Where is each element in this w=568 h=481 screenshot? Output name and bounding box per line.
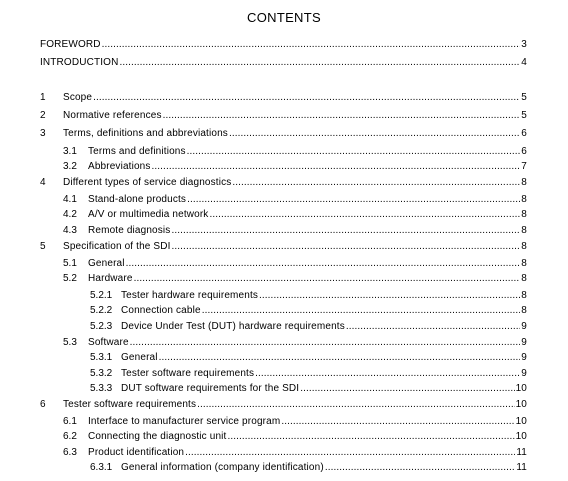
toc-section-number: 6.3 (63, 447, 77, 458)
toc-page-number: 8 (521, 290, 527, 301)
toc-entry[interactable] (88, 257, 527, 271)
toc-entry-title: Device Under Test (DUT) hardware requirements (121, 321, 345, 332)
toc-entry[interactable] (88, 160, 527, 174)
dot-leader (187, 193, 520, 207)
page-title: CONTENTS (247, 10, 321, 25)
toc-page-number: 6 (521, 146, 527, 157)
toc-entry[interactable] (88, 193, 527, 207)
toc-entry[interactable] (121, 367, 527, 381)
dot-leader (130, 336, 521, 350)
dot-leader (227, 430, 514, 444)
dot-leader (197, 398, 514, 412)
toc-entry[interactable] (88, 208, 527, 222)
toc-page-number: 8 (521, 225, 527, 236)
toc-entry[interactable] (63, 398, 527, 412)
toc-section-number: 5.3.1 (90, 352, 113, 363)
toc-page-number: 9 (521, 337, 527, 348)
toc-entry[interactable] (88, 145, 527, 159)
dot-leader (172, 240, 521, 254)
toc-page-number: 9 (521, 368, 527, 379)
dot-leader (152, 160, 521, 174)
toc-page-number: 8 (521, 194, 527, 205)
dot-leader (229, 127, 520, 141)
toc-entry-title: Tester software requirements (63, 399, 197, 410)
toc-entry[interactable] (88, 415, 527, 429)
toc-page-number: 10 (515, 431, 527, 442)
toc-entry-title: Normative references (63, 110, 162, 121)
toc-section-number: 5.3.3 (90, 383, 113, 394)
toc-entry-title: Connection cable (121, 305, 201, 316)
dot-leader (93, 91, 520, 105)
toc-page-number: 10 (515, 399, 527, 410)
dot-leader (232, 176, 520, 190)
toc-section-number: 6.1 (63, 416, 77, 427)
dot-leader (159, 351, 521, 365)
toc-entry[interactable] (121, 304, 527, 318)
dot-leader (185, 446, 515, 460)
toc-page-number: 10 (515, 383, 527, 394)
dot-leader (300, 382, 514, 396)
toc-page-number: 9 (521, 352, 527, 363)
toc-entry[interactable] (121, 382, 527, 396)
toc-entry-title: Product identification (88, 447, 185, 458)
toc-entry-title: General (88, 258, 125, 269)
dot-leader (102, 38, 521, 52)
toc-entry-title: Scope (63, 92, 93, 103)
toc-entry[interactable] (88, 430, 527, 444)
dot-leader (126, 257, 521, 271)
toc-entry[interactable] (88, 446, 527, 460)
dot-leader (202, 304, 521, 318)
toc-entry-title: Tester hardware requirements (121, 290, 259, 301)
toc-entry-title: Abbreviations (88, 161, 151, 172)
toc-page-number: 6 (521, 128, 527, 139)
toc-section-number: 3 (40, 128, 46, 139)
toc-entry[interactable] (63, 127, 527, 141)
toc-section-number: 5.2.1 (90, 290, 113, 301)
toc-page-number: 11 (516, 462, 527, 473)
dot-leader (255, 367, 520, 381)
toc-section-number: 5 (40, 241, 46, 252)
dot-leader (259, 289, 520, 303)
toc-entry-title: Software (88, 337, 129, 348)
toc-section-number: 2 (40, 110, 46, 121)
toc-entry-title: DUT software requirements for the SDI (121, 383, 300, 394)
toc-entry-title: General information (company identification) (121, 462, 324, 473)
toc-entry[interactable] (63, 91, 527, 105)
toc-entry-title: Hardware (88, 273, 133, 284)
toc-entry-title: Connecting the diagnostic unit (88, 431, 227, 442)
toc-section-number: 3.2 (63, 161, 77, 172)
toc-entry[interactable] (63, 240, 527, 254)
toc-entry-title: Terms, definitions and abbreviations (63, 128, 228, 139)
toc-entry-title: FOREWORD (40, 39, 101, 50)
toc-section-number: 4.3 (63, 225, 77, 236)
toc-section-number: 5.2.2 (90, 305, 113, 316)
toc-entry-title: General (121, 352, 158, 363)
toc-entry-title: Interface to manufacturer service program (88, 416, 281, 427)
dot-leader (134, 272, 521, 286)
toc-page-number: 8 (521, 258, 527, 269)
toc-entry[interactable] (121, 351, 527, 365)
toc-page-number: 11 (516, 447, 527, 458)
toc-section-number: 4 (40, 177, 46, 188)
dot-leader (346, 320, 520, 334)
toc-section-number: 3.1 (63, 146, 77, 157)
toc-section-number: 5.2 (63, 273, 77, 284)
dot-leader (281, 415, 514, 429)
dot-leader (171, 224, 520, 238)
toc-section-number: 6.3.1 (90, 462, 113, 473)
toc-section-number: 1 (40, 92, 46, 103)
toc-section-number: 4.2 (63, 209, 77, 220)
toc-entry[interactable] (63, 176, 527, 190)
toc-page-number: 8 (521, 177, 527, 188)
toc-section-number: 6.2 (63, 431, 77, 442)
toc-section-number: 5.3 (63, 337, 77, 348)
toc-page-number: 8 (521, 305, 527, 316)
toc-entry[interactable] (121, 320, 527, 334)
toc-entry[interactable] (63, 109, 527, 123)
dot-leader (209, 208, 520, 222)
toc-entry-introduction[interactable] (40, 56, 527, 70)
toc-page-number: 7 (521, 161, 527, 172)
toc-section-number: 5.2.3 (90, 321, 113, 332)
toc-page-number: 10 (515, 416, 527, 427)
dot-leader (163, 109, 521, 123)
toc-entry-title: INTRODUCTION (40, 57, 119, 68)
toc-entry-title: Tester software requirements (121, 368, 255, 379)
dot-leader (187, 145, 521, 159)
toc-entry[interactable] (88, 224, 527, 238)
toc-section-number: 5.3.2 (90, 368, 113, 379)
toc-entry-title: Different types of service diagnostics (63, 177, 232, 188)
toc-page-number: 8 (521, 241, 527, 252)
toc-section-number: 5.1 (63, 258, 77, 269)
toc-page-number: 4 (521, 57, 527, 68)
toc-page-number: 8 (521, 273, 527, 284)
toc-entry[interactable] (88, 272, 527, 286)
toc-entry-title: Terms and definitions (88, 146, 186, 157)
dot-leader (119, 56, 520, 70)
toc-entry-title: Specification of the SDI (63, 241, 171, 252)
toc-entry-title: Remote diagnosis (88, 225, 171, 236)
toc-page-number: 9 (521, 321, 527, 332)
toc-entry[interactable] (121, 461, 527, 475)
toc-section-number: 6 (40, 399, 46, 410)
toc-entry[interactable] (88, 336, 527, 350)
toc-entry-title: Stand-alone products (88, 194, 187, 205)
toc-section-number: 4.1 (63, 194, 77, 205)
toc-entry-title: A/V or multimedia network (88, 209, 209, 220)
toc-page-number: 5 (521, 110, 527, 121)
toc-entry[interactable] (121, 289, 527, 303)
toc-page-number: 3 (521, 39, 527, 50)
toc-entry-foreword[interactable] (40, 38, 527, 52)
toc-page-number: 5 (521, 92, 527, 103)
toc-page-number: 8 (521, 209, 527, 220)
dot-leader (325, 461, 516, 475)
